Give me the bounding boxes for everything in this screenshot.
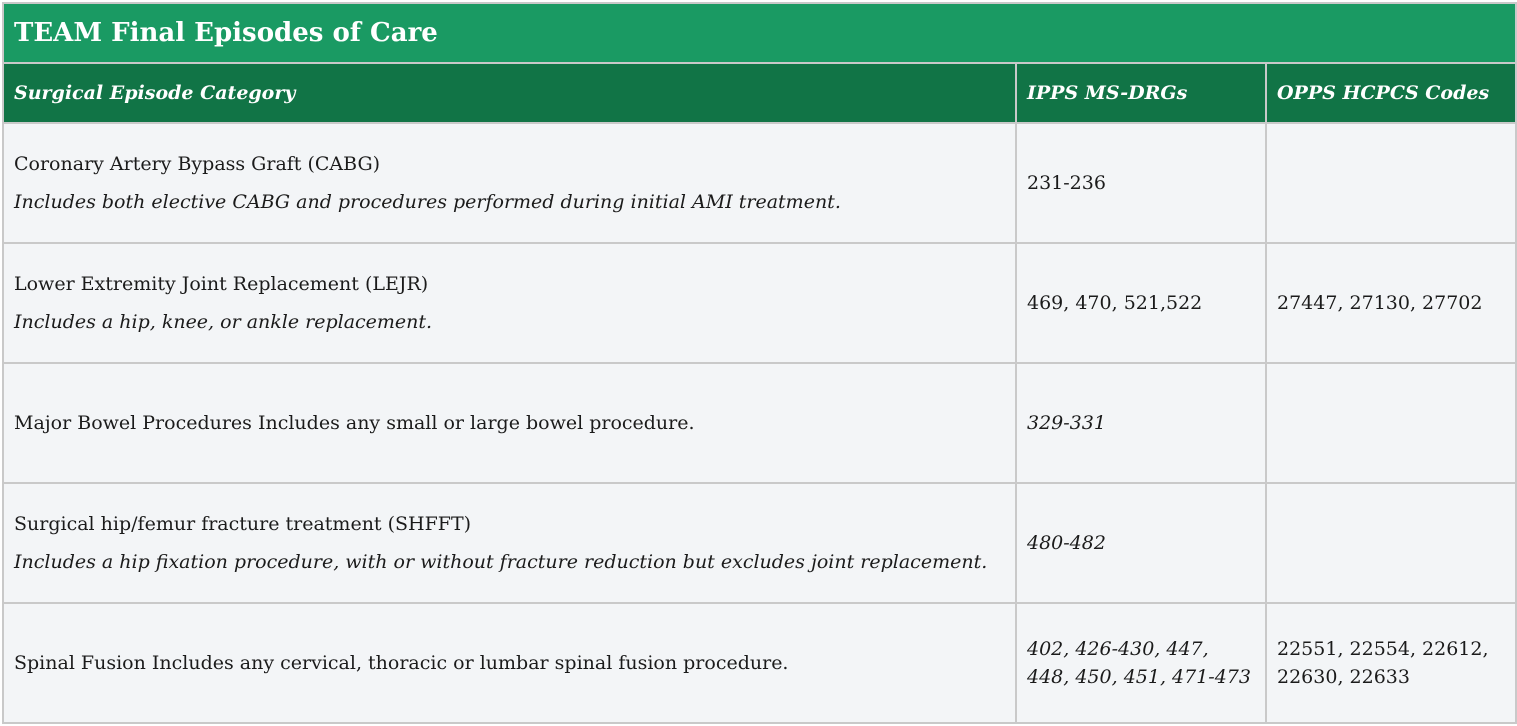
- cell-hcpcs: [1266, 123, 1516, 243]
- cell-category: [3, 363, 1016, 483]
- category-name: Spinal Fusion Includes any cervical, thoracic or lumbar spinal fusion procedure.: [14, 651, 789, 674]
- table-row-shfft: [3, 483, 1516, 603]
- header-category: Surgical Episode Category: [3, 63, 1016, 123]
- cell-drgs: 480-482: [1016, 483, 1266, 603]
- table-row-cabg: [3, 123, 1516, 243]
- category-description: Includes a hip, knee, or ankle replacement.: [14, 311, 433, 333]
- category-name: Surgical hip/femur fracture treatment (SHFFT): [14, 512, 472, 535]
- table-title: TEAM Final Episodes of Care: [3, 3, 1516, 63]
- cell-category: [3, 603, 1016, 723]
- cell-hcpcs: [1266, 363, 1516, 483]
- cell-hcpcs: [1266, 483, 1516, 603]
- table-row-spinal-fusion: [3, 603, 1516, 723]
- cell-category: [3, 483, 1016, 603]
- episodes-table-container: [2, 2, 1515, 724]
- cell-drgs: 231-236: [1016, 123, 1266, 243]
- cell-drgs: 469, 470, 521,522: [1016, 243, 1266, 363]
- cell-hcpcs: 22551, 22554, 22612, 22630, 22633: [1266, 603, 1516, 723]
- table-title-row: [3, 3, 1516, 63]
- episodes-table: [2, 2, 1517, 724]
- category-name: Coronary Artery Bypass Graft (CABG): [14, 152, 381, 175]
- cell-drgs: 402, 426-430, 447, 448, 450, 451, 471-473: [1016, 603, 1266, 723]
- table-row-major-bowel: [3, 363, 1516, 483]
- cell-drgs: 329-331: [1016, 363, 1266, 483]
- category-name: Major Bowel Procedures Includes any small or large bowel procedure.: [14, 411, 695, 434]
- header-drgs: IPPS MS-DRGs: [1016, 63, 1266, 123]
- table-header-row: [3, 63, 1516, 123]
- category-name: Lower Extremity Joint Replacement (LEJR): [14, 272, 429, 295]
- header-hcpcs: OPPS HCPCS Codes: [1266, 63, 1516, 123]
- table-row-lejr: [3, 243, 1516, 363]
- cell-category: [3, 123, 1016, 243]
- category-description: Includes both elective CABG and procedures performed during initial AMI treatment.: [14, 191, 841, 213]
- cell-category: [3, 243, 1016, 363]
- cell-hcpcs: 27447, 27130, 27702: [1266, 243, 1516, 363]
- category-description: Includes a hip fixation procedure, with or without fracture reduction but excludes joint replacement.: [14, 551, 988, 573]
